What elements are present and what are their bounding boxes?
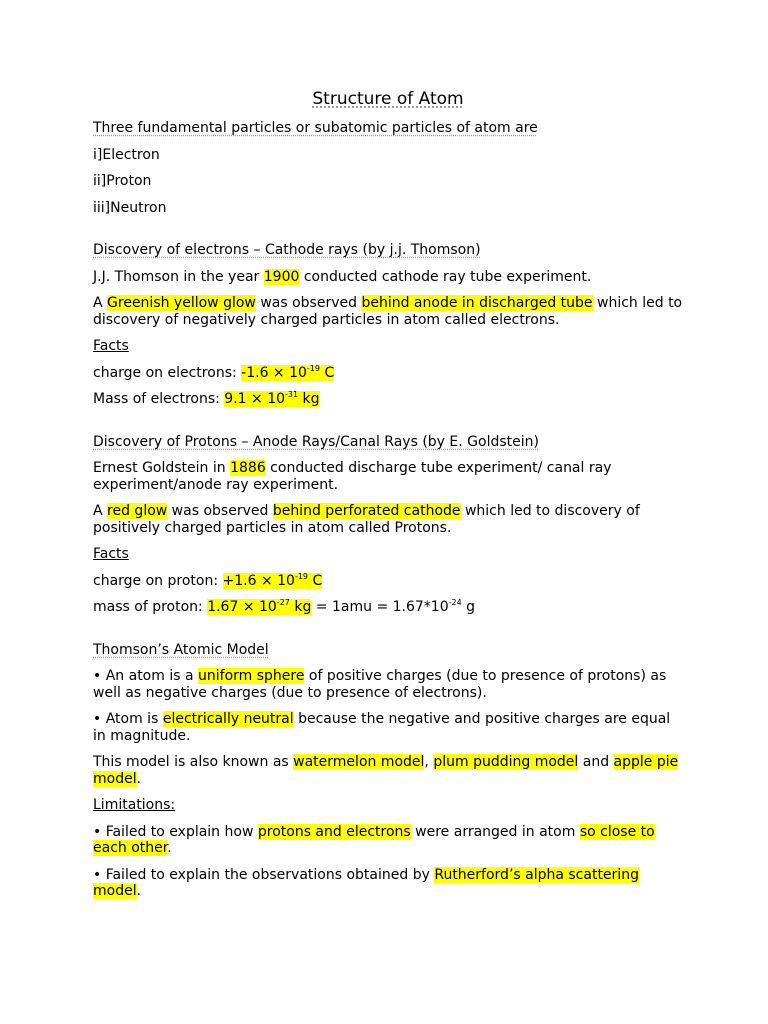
particle-item-neutron: iii]Neutron — [93, 199, 167, 216]
limitation-2: • Failed to explain the observations obtained by Rutherford’s alpha scattering model. — [93, 866, 639, 899]
thomson-heading: Thomson’s Atomic Model — [93, 641, 269, 658]
spacer — [93, 418, 683, 434]
proton-charge: charge on proton: $+1.6 \times 10^{-19}$ C — [93, 571, 323, 589]
electrons-facts-label: Facts — [93, 338, 129, 354]
electron-mass: Mass of electrons: $9.1 \times 10^{-31}$ kg — [93, 390, 320, 407]
limitations-label: Limitations: — [93, 797, 176, 813]
particle-item-proton: ii]Proton — [93, 173, 152, 189]
highlight: behind anode in discharged tube — [361, 295, 593, 311]
highlight: so close to each other — [93, 823, 655, 856]
spacer — [93, 626, 683, 642]
thomson-bullet-2: • Atom is electrically neutral because the negative and positive charges are equal in magnitude. — [93, 711, 671, 744]
highlight: $1.67 \times 10^{-27}$ kg — [207, 598, 312, 615]
highlight: $9.1 \times 10^{-31}$ kg — [224, 390, 320, 407]
highlight: Greenish yellow glow — [107, 295, 256, 311]
protons-facts-label: Facts — [93, 546, 129, 562]
highlight: protons and electrons — [257, 823, 411, 840]
thomson-paragraph-aliases: This model is also known as watermelon model, plum pudding model and apple pie model. — [93, 754, 679, 787]
protons-heading: Discovery of Protons – Anode Rays/Canal Rays (by E. Goldstein) — [93, 433, 539, 450]
highlight: uniform sphere — [198, 668, 305, 684]
highlight: Rutherford’s alpha scattering model — [93, 866, 639, 899]
highlight: $-1.6 \times 10^{-19}$ C — [241, 363, 335, 381]
limitation-1: • Failed to explain how protons and electrons were arranged in atom so close to each other. — [93, 823, 655, 856]
highlight: 1900 — [263, 268, 300, 285]
protons-paragraph-2: A red glow was observed behind perforated cathode which led to discovery of positively charged particles in atom called Protons. — [93, 503, 640, 536]
highlight: plum pudding model — [433, 754, 579, 770]
electrons-paragraph-2: A Greenish yellow glow was observed behind anode in discharged tube which led to discovery of negatively charged particles in atom called electrons. — [93, 295, 683, 328]
proton-mass: mass of proton: $1.67 \times 10^{-27}$ kg = $1amu = 1.67*10^{-24}$ g — [93, 598, 476, 615]
highlight: watermelon model — [293, 754, 425, 770]
highlight: red glow — [107, 503, 168, 519]
highlight: behind perforated cathode — [272, 503, 461, 519]
spacer — [93, 226, 683, 242]
thomson-bullet-1: • An atom is a uniform sphere of positive charges (due to presence of protons) as well as negative charges (due to presence of electrons). — [93, 668, 667, 701]
electrons-paragraph-1: J.J. Thomson in the year 1900 conducted cathode ray tube experiment. — [93, 268, 592, 285]
electron-charge: charge on electrons: $-1.6 \times 10^{-19}$ C — [93, 363, 335, 381]
highlight: 1886 — [230, 460, 266, 476]
intro-text: Three fundamental particles or subatomic particles of atom are — [93, 120, 538, 136]
protons-paragraph-1: Ernest Goldstein in 1886 conducted discharge tube experiment/ canal ray experiment/anode ray experiment. — [93, 460, 612, 493]
page-title: Structure of Atom — [312, 89, 464, 109]
highlight: electrically neutral — [162, 711, 294, 727]
particle-item-electron: i]Electron — [93, 146, 160, 163]
highlight: $+1.6 \times 10^{-19}$ C — [222, 571, 323, 589]
document-page — [93, 88, 683, 910]
highlight: apple pie model — [93, 754, 679, 787]
electrons-heading: Discovery of electrons – Cathode rays (by j.j. Thomson) — [93, 242, 481, 258]
